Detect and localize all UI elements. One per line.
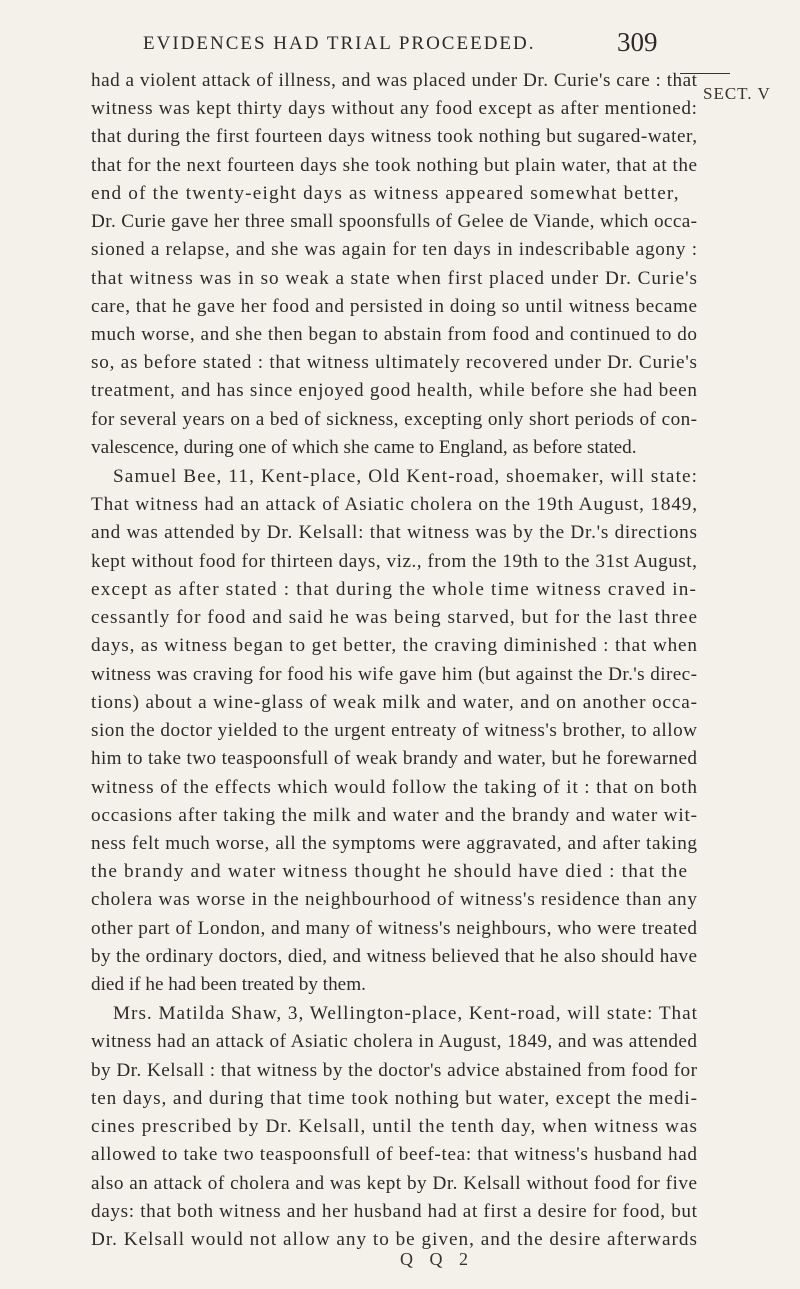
text-line: [0, 376, 800, 406]
text-line-content: end of the twenty-eight days as witness appeared somewhat better,: [91, 183, 680, 204]
text-line-content: sion the doctor yielded to the urgent entreaty of witness's brother, to allow: [91, 720, 698, 741]
text-line: [0, 1197, 800, 1227]
text-line: [0, 829, 800, 859]
text-line-content: witness of the effects which would follow the taking of it : that on both: [91, 777, 698, 798]
text-line: [0, 914, 800, 944]
text-line-content: by Dr. Kelsall : that witness by the doctor's advice abstained from food for: [91, 1060, 698, 1081]
text-line: [0, 688, 800, 718]
text-line-content: witness had an attack of Asiatic cholera in August, 1849, and was attended: [91, 1031, 698, 1052]
text-line-content: Dr. Kelsall would not allow any to be given, and the desire afterwards: [91, 1229, 698, 1250]
text-line-content: that witness was in so weak a state when first placed under Dr. Curie's: [91, 268, 698, 289]
text-line: [0, 462, 800, 492]
text-line-content: occasions after taking the milk and water and the brandy and water wit-: [91, 805, 698, 826]
text-line-content: valescence, during one of which she came to England, as before stated.: [91, 437, 637, 458]
text-line-content: cessantly for food and said he was being starved, but for the last three: [91, 607, 698, 628]
text-line: [0, 744, 800, 774]
margin-section-note: SECT. V: [703, 84, 771, 103]
text-line-content: him to take two teaspoonsfull of weak brandy and water, but he forewarned: [91, 748, 698, 769]
text-line: [0, 1027, 800, 1057]
text-line-content: days, as witness began to get better, the craving diminished : that when: [91, 635, 698, 656]
text-line: [0, 1140, 800, 1170]
text-line: [0, 1056, 800, 1086]
text-line-content: the brandy and water witness thought he should have died : that the: [91, 861, 689, 882]
text-line: [0, 660, 800, 690]
text-line: [0, 122, 800, 152]
page-number: 309: [617, 27, 658, 57]
text-line-content: so, as before stated : that witness ultimately recovered under Dr. Curie's: [91, 352, 698, 373]
text-line-content: for several years on a bed of sickness, excepting only short periods of con-: [91, 409, 698, 430]
text-line-content: sioned a relapse, and she was again for ten days in indescribable agony :: [91, 239, 698, 260]
text-line-content: care, that he gave her food and persisted in doing so until witness became: [91, 296, 698, 317]
text-line: [0, 857, 800, 887]
text-line: [0, 999, 800, 1029]
text-line: [0, 942, 800, 972]
text-line-content: that for the next fourteen days she took nothing but plain water, that at the: [91, 155, 698, 176]
text-line: [0, 94, 800, 124]
text-line-content: allowed to take two teaspoonsfull of beef-tea: that witness's husband had: [91, 1144, 698, 1165]
text-line-content: ness felt much worse, all the symptoms were aggravated, and after taking: [91, 833, 698, 854]
text-line: [0, 348, 800, 378]
text-line-content: much worse, and she then began to abstain from food and continued to do: [91, 324, 698, 345]
text-line-content: cines prescribed by Dr. Kelsall, until the tenth day, when witness was: [91, 1116, 699, 1137]
signature-mark: Q Q 2: [400, 1249, 474, 1269]
text-line: [0, 1084, 800, 1114]
text-line: [0, 716, 800, 746]
text-line-content: treatment, and has since enjoyed good health, while before she had been: [91, 380, 698, 401]
text-line-content: days: that both witness and her husband had at first a desire for food, but: [91, 1201, 698, 1222]
text-line-content: Mrs. Matilda Shaw, 3, Wellington-place, Kent-road, will state: That: [113, 1003, 698, 1024]
text-line: [0, 773, 800, 803]
text-line-content: witness was craving for food his wife gave him (but against the Dr.'s direc-: [91, 664, 698, 685]
text-line: [0, 405, 800, 435]
text-line: [0, 264, 800, 294]
text-line: [0, 1169, 800, 1199]
text-line: [0, 179, 800, 209]
text-line-content: except as after stated : that during the whole time witness craved in-: [91, 579, 698, 600]
text-line-content: Samuel Bee, 11, Kent-place, Old Kent-road, shoemaker, will state:: [113, 466, 699, 487]
running-title: EVIDENCES HAD TRIAL PROCEEDED.: [143, 33, 536, 54]
text-line: [0, 547, 800, 577]
text-line-content: died if he had been treated by them.: [91, 974, 366, 995]
text-line-content: that during the first fourteen days witness took nothing but sugared-water,: [91, 126, 698, 147]
text-line-content: had a violent attack of illness, and was placed under Dr. Curie's care : that: [91, 70, 698, 91]
text-line-content: Dr. Curie gave her three small spoonsfulls of Gelee de Viande, which occa-: [91, 211, 698, 232]
text-line-content: cholera was worse in the neighbourhood of witness's residence than any: [91, 889, 698, 910]
text-line-content: other part of London, and many of witness's neighbours, who were treated: [91, 918, 698, 939]
text-line: [0, 320, 800, 350]
text-line: [0, 970, 800, 1000]
text-line: [0, 235, 800, 265]
text-line: [0, 885, 800, 915]
text-line-content: tions) about a wine-glass of weak milk and water, and on another occa-: [91, 692, 698, 713]
text-line: [0, 801, 800, 831]
text-line: [0, 66, 800, 96]
text-line: [0, 490, 800, 520]
text-line-content: witness was kept thirty days without any food except as after mentioned:: [91, 98, 698, 119]
text-line-content: and was attended by Dr. Kelsall: that witness was by the Dr.'s directions: [91, 522, 698, 543]
text-line: [0, 433, 800, 463]
text-line: [0, 292, 800, 322]
text-line-content: by the ordinary doctors, died, and witness believed that he also should have: [91, 946, 698, 967]
text-line: [0, 603, 800, 633]
text-line: [0, 631, 800, 661]
text-line: [0, 1112, 800, 1142]
text-line: [0, 518, 800, 548]
text-line: [0, 207, 800, 237]
text-line: [0, 151, 800, 181]
text-line: [0, 575, 800, 605]
text-line-content: also an attack of cholera and was kept by Dr. Kelsall without food for five: [91, 1173, 698, 1194]
text-line-content: ten days, and during that time took nothing but water, except the medi-: [91, 1088, 698, 1109]
text-line-content: kept without food for thirteen days, viz., from the 19th to the 31st August,: [91, 551, 698, 572]
text-line-content: That witness had an attack of Asiatic cholera on the 19th August, 1849,: [91, 494, 698, 515]
